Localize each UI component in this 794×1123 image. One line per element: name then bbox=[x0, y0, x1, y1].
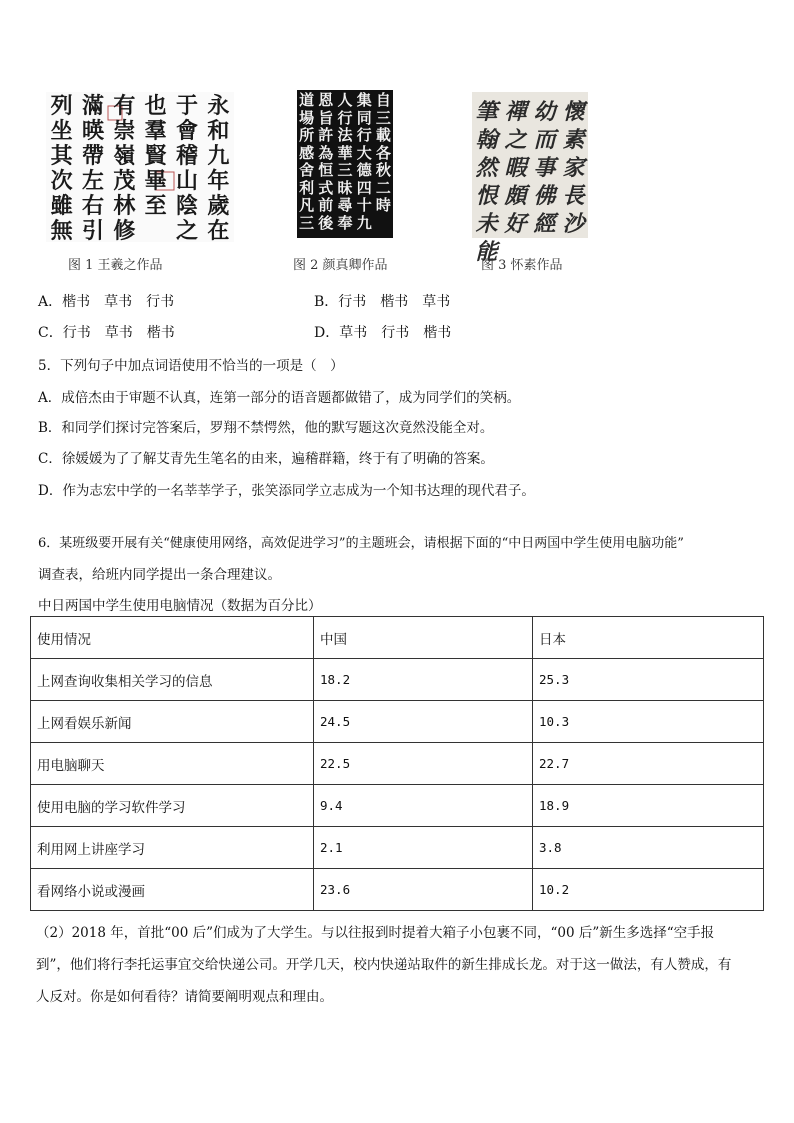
table-header-cell: 中国 bbox=[314, 617, 533, 659]
q5-option-a: A．成倍杰由于审题不认真，连第一部分的语音题都做错了，成为同学们的笑柄。 bbox=[38, 390, 521, 406]
q5-option-c: C．徐媛媛为了了解艾青先生笔名的由来，遍稽群籍，终于有了明确的答案。 bbox=[38, 451, 494, 467]
table-row bbox=[31, 659, 764, 701]
table-header-cell: 使用情况 bbox=[31, 617, 314, 659]
q5-stem: 5．下列句子中加点词语使用不恰当的一项是（ ） bbox=[38, 358, 344, 374]
q6-stem-line-2: 调查表，给班内同学提出一条合理建议。 bbox=[38, 567, 281, 583]
table-cell: 10.2 bbox=[533, 869, 764, 911]
q4-option-a: A．楷书 草书 行书 bbox=[38, 294, 175, 310]
table-cell: 10.3 bbox=[533, 701, 764, 743]
figure-1-image bbox=[46, 92, 234, 242]
table-cell: 18.9 bbox=[533, 785, 764, 827]
calligraphy-column: 自三載各秋二時 bbox=[375, 91, 391, 214]
table-cell: 23.6 bbox=[314, 869, 533, 911]
table-cell: 9.4 bbox=[314, 785, 533, 827]
usage-table bbox=[30, 616, 764, 911]
calligraphy-column: 于會稽山陰之 bbox=[176, 93, 199, 244]
figure-3-image bbox=[472, 92, 588, 265]
table-cell: 上网查询收集相关学习的信息 bbox=[31, 659, 314, 701]
calligraphy-column: 列坐其次雖無 bbox=[50, 93, 73, 244]
calligraphy-column: 禪之暇頗好 bbox=[504, 99, 527, 237]
q6-stem-line-1: 6．某班级要开展有关“健康使用网络，高效促进学习”的主题班会，请根据下面的“中日两国中学生使用电脑功能” bbox=[38, 536, 684, 551]
table-header-cell: 日本 bbox=[533, 617, 764, 659]
table-cell: 使用电脑的学习软件学习 bbox=[31, 785, 314, 827]
q4-option-c: C．行书 草书 楷书 bbox=[38, 325, 175, 341]
calligraphy-column: 永和九年歲在 bbox=[207, 93, 230, 244]
q5-option-d: D．作为志宏中学的一名莘莘学子，张笑添同学立志成为一个知书达理的现代君子。 bbox=[38, 483, 535, 499]
calligraphy-column: 也羣賢畢至 bbox=[144, 93, 167, 219]
table-cell: 22.7 bbox=[533, 743, 764, 785]
table-title: 中日两国中学生使用电脑情况（数据为百分比） bbox=[38, 598, 322, 614]
table-cell: 利用网上讲座学习 bbox=[31, 827, 314, 869]
table-cell: 18.2 bbox=[314, 659, 533, 701]
q6-part2-line-1: （2）2018 年，首批“00 后”们成为了大学生。与以往报到时提着大箱子小包裹不同，“00 后”新生多选择“空手报 bbox=[36, 925, 715, 941]
table-row bbox=[31, 743, 764, 785]
figure-2-image bbox=[297, 90, 393, 238]
q4-option-b: B．行书 楷书 草书 bbox=[314, 294, 451, 310]
calligraphy-column: 幼而事佛經 bbox=[533, 99, 556, 237]
calligraphy-column: 道場所感舍利凡三 bbox=[299, 91, 315, 232]
figure-1-caption: 图 1 王羲之作品 bbox=[68, 258, 163, 273]
q4-option-d: D．草书 行书 楷书 bbox=[314, 325, 452, 341]
table-cell: 24.5 bbox=[314, 701, 533, 743]
calligraphy-column: 滿暎帶左右引 bbox=[82, 93, 105, 244]
table-cell: 25.3 bbox=[533, 659, 764, 701]
table-row bbox=[31, 701, 764, 743]
table-cell: 用电脑聊天 bbox=[31, 743, 314, 785]
calligraphy-column: 集同行大德四十九 bbox=[356, 91, 372, 232]
figure-2-caption: 图 2 颜真卿作品 bbox=[293, 258, 388, 273]
table-cell: 2.1 bbox=[314, 827, 533, 869]
calligraphy-column: 筆翰然恨未能 bbox=[475, 99, 498, 265]
figure-3-caption: 图 3 怀素作品 bbox=[481, 258, 563, 273]
calligraphy-column: 有崇嶺茂林修 bbox=[113, 93, 136, 244]
table-cell: 看网络小说或漫画 bbox=[31, 869, 314, 911]
q6-part2-line-2: 到”，他们将行李托运事宜交给快递公司。开学几天，校内快递站取件的新生排成长龙。对于这一做法，有人赞成，有 bbox=[36, 957, 732, 973]
table-row bbox=[31, 785, 764, 827]
table-cell: 22.5 bbox=[314, 743, 533, 785]
table-row bbox=[31, 869, 764, 911]
calligraphy-column: 懷素家長沙 bbox=[562, 99, 585, 237]
q6-part2-line-3: 人反对。你是如何看待？请简要阐明观点和理由。 bbox=[36, 989, 333, 1005]
table-header-row bbox=[31, 617, 764, 659]
table-row bbox=[31, 827, 764, 869]
calligraphy-column: 人行法華三昧尋奉 bbox=[337, 91, 353, 232]
table-cell: 上网看娱乐新闻 bbox=[31, 701, 314, 743]
calligraphy-column: 恩旨許為恒式前後 bbox=[318, 91, 334, 232]
q5-option-b: B．和同学们探讨完答案后，罗翔不禁愕然，他的默写题这次竟然没能全对。 bbox=[38, 420, 494, 436]
table-cell: 3.8 bbox=[533, 827, 764, 869]
